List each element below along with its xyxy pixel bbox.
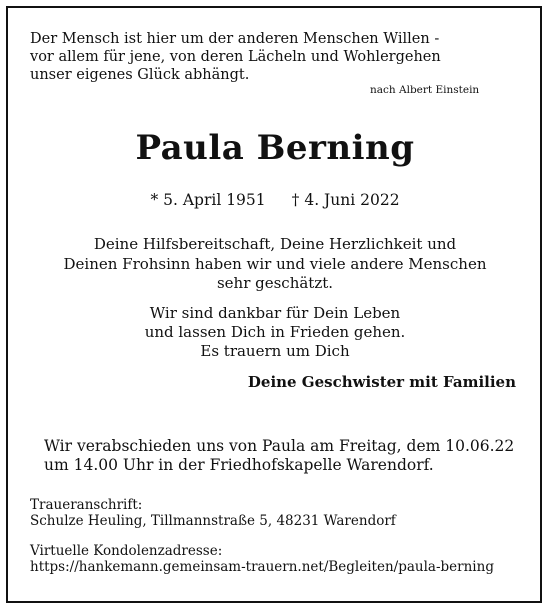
quote-line: Der Mensch ist hier um der anderen Menschen Willen - bbox=[30, 31, 440, 47]
quote-author: nach Albert Einstein bbox=[370, 84, 480, 96]
tribute-text bbox=[0, 235, 550, 294]
deceased-name: Paula Berning bbox=[135, 128, 415, 168]
service-line: um 14.00 Uhr in der Friedhofskapelle Warendorf. bbox=[44, 456, 434, 474]
service-line: Wir verabschieden uns von Paula am Freitag, dem 10.06.22 bbox=[44, 437, 515, 455]
funeral-service-info bbox=[44, 437, 514, 475]
tribute-line: Deinen Frohsinn haben wir und viele andere Menschen bbox=[63, 254, 487, 273]
mourning-address bbox=[30, 497, 396, 529]
quote-line: vor allem für jene, von deren Lächeln und Wohlergehen bbox=[30, 49, 441, 65]
gratitude-line: Wir sind dankbar für Dein Leben bbox=[149, 304, 401, 322]
life-dates bbox=[0, 191, 550, 209]
condolence-label: Virtuelle Kondolenzadresse: bbox=[30, 543, 223, 559]
address-value: Schulze Heuling, Tillmannstraße 5, 48231 Warendorf bbox=[30, 513, 396, 529]
death-date: † 4. Juni 2022 bbox=[291, 191, 400, 209]
gratitude-line: und lassen Dich in Frieden gehen. bbox=[144, 323, 406, 341]
address-label: Traueranschrift: bbox=[30, 497, 143, 513]
opening-quote bbox=[30, 30, 441, 84]
birth-date: * 5. April 1951 bbox=[150, 191, 266, 209]
condolence-url[interactable]: https://hankemann.gemeinsam-trauern.net/Begleiten/paula-berning bbox=[30, 559, 494, 575]
tribute-line: sehr geschätzt. bbox=[216, 274, 334, 292]
condolence-address bbox=[30, 543, 494, 575]
gratitude-line: Es trauern um Dich bbox=[200, 342, 350, 360]
tribute-line: Deine Hilfsbereitschaft, Deine Herzlichkeit und bbox=[93, 235, 457, 253]
quote-line: unser eigenes Glück abhängt. bbox=[30, 67, 250, 83]
mourners-signature: Deine Geschwister mit Familien bbox=[247, 373, 516, 391]
gratitude-text bbox=[0, 304, 550, 361]
